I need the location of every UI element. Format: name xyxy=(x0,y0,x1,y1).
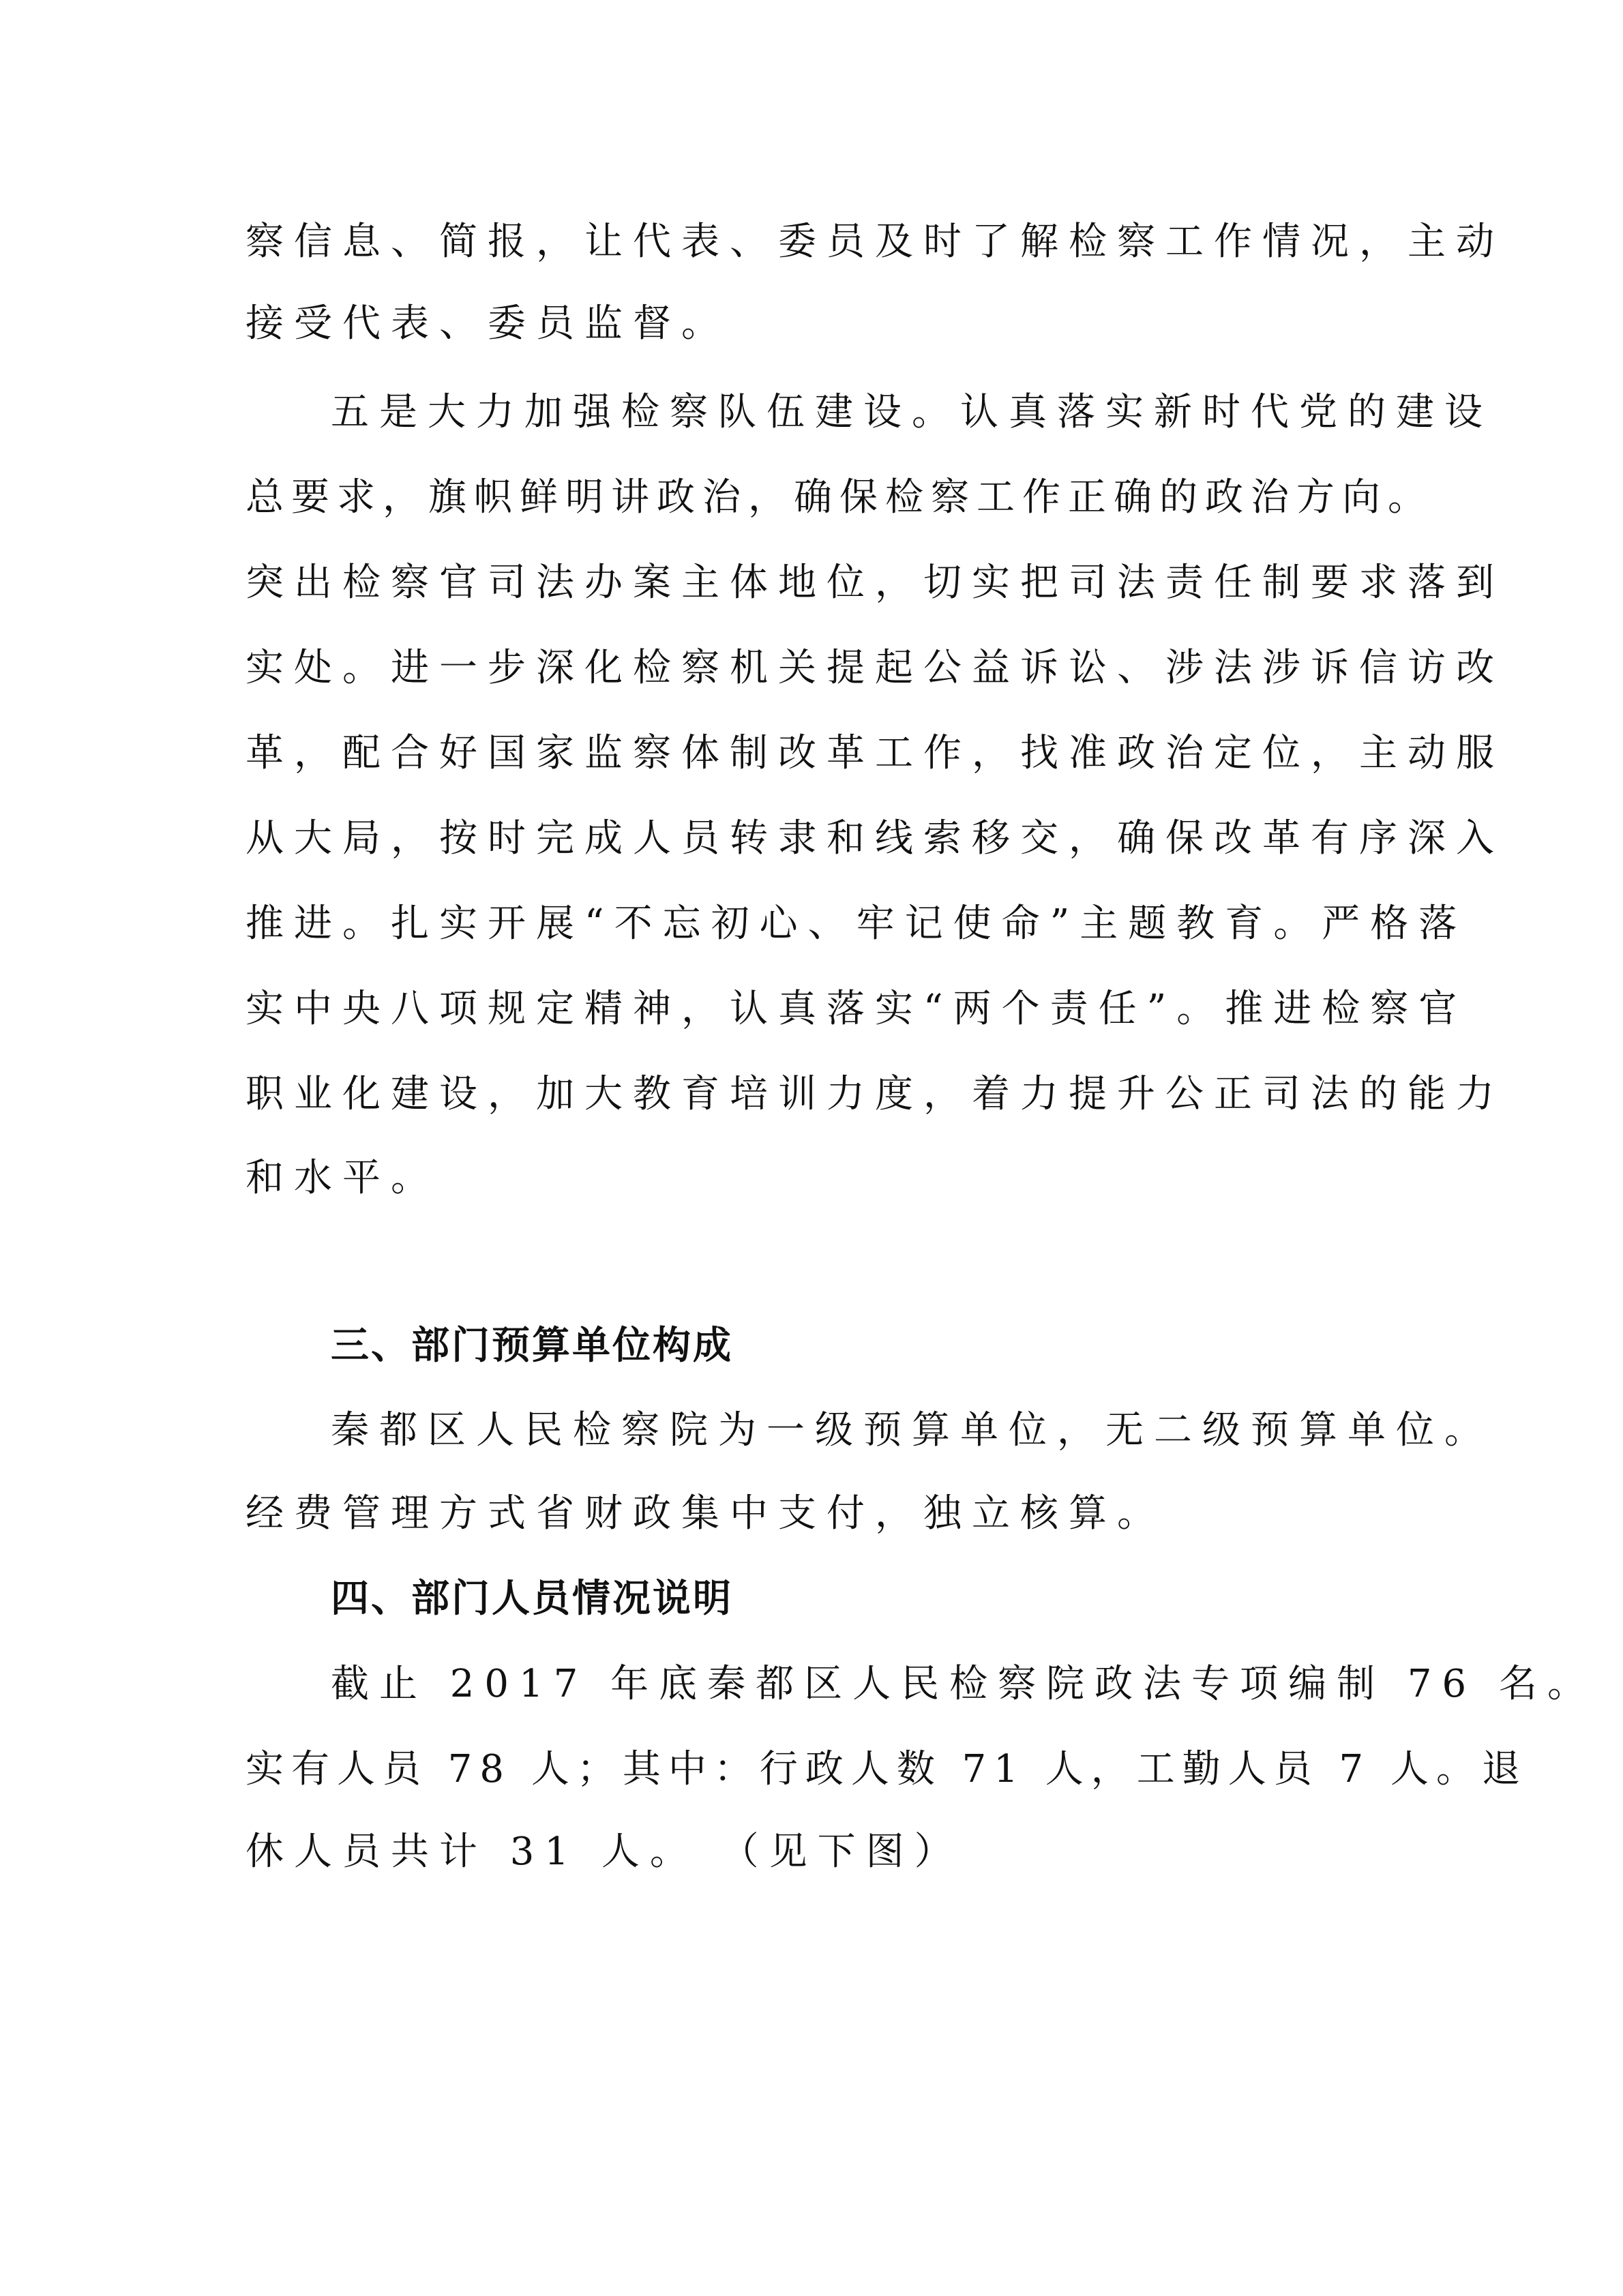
paragraph-line: 从大局，按时完成人员转隶和线索移交，确保改革有序深入 xyxy=(245,816,1504,861)
paragraph-line: 实有人员 78 人；其中：行政人数 71 人，工勤人员 7 人。退 xyxy=(245,1747,1528,1791)
paragraph-line: 察信息、简报，让代表、委员及时了解检察工作情况，主动 xyxy=(245,220,1504,264)
paragraph-line: 突出检察官司法办案主体地位，切实把司法责任制要求落到 xyxy=(245,561,1504,605)
paragraph-line: 实处。进一步深化检察机关提起公益诉讼、涉法涉诉信访改 xyxy=(245,646,1504,690)
paragraph-line: 休人员共计 31 人。 （见下图） xyxy=(245,1830,963,1874)
paragraph-line: 经费管理方式省财政集中支付，独立核算。 xyxy=(245,1491,1165,1536)
paragraph-line: 推进。扎实开展“不忘初心、牢记使命”主题教育。严格落 xyxy=(245,901,1468,946)
paragraph-line: 实中央八项规定精神，认真落实“两个责任”。推进检察官 xyxy=(245,987,1468,1031)
paragraph-line: 职业化建设，加大教育培训力度，着力提升公正司法的能力 xyxy=(245,1072,1504,1116)
paragraph-line: 秦都区人民检察院为一级预算单位，无二级预算单位。 xyxy=(331,1408,1493,1452)
section-heading: 三、部门预算单位构成 xyxy=(331,1324,733,1368)
section-heading: 四、部门人员情况说明 xyxy=(331,1577,733,1621)
paragraph-line: 接受代表、委员监督。 xyxy=(245,301,730,346)
paragraph-line: 总要求，旗帜鲜明讲政治，确保检察工作正确的政治方向。 xyxy=(245,475,1433,520)
paragraph-line: 革，配合好国家监察体制改革工作，找准政治定位，主动服 xyxy=(245,731,1504,775)
paragraph-line: 五是大力加强检察队伍建设。认真落实新时代党的建设 xyxy=(331,390,1493,434)
paragraph-line: 和水平。 xyxy=(245,1156,439,1200)
paragraph-line: 截止 2017 年底秦都区人民检察院政法专项编制 76 名。 xyxy=(331,1662,1596,1706)
